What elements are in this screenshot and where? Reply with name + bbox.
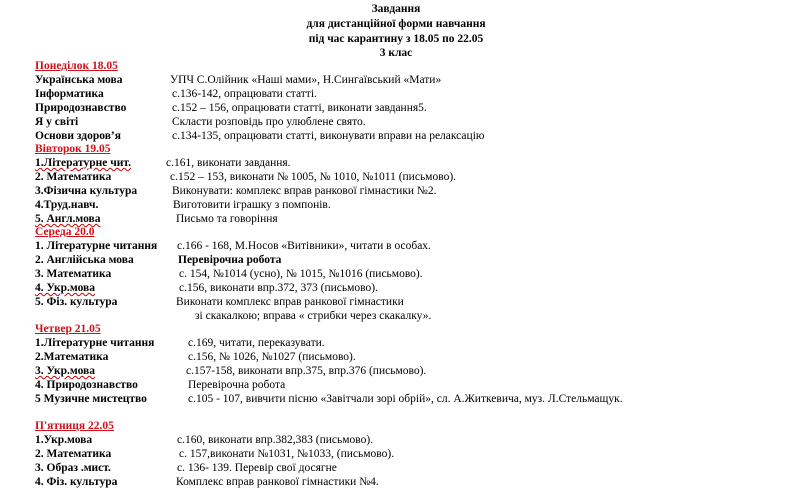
subject-label: 2. Математика [35, 448, 112, 460]
task-text: с.136-142, опрацювати статті. [172, 88, 317, 100]
task-text: Перевірочна робота [178, 254, 282, 266]
day-heading-friday: П'ятниця 22.05 [35, 420, 114, 432]
task-text: Виготовити іграшку з помпонів. [173, 199, 331, 211]
day-heading-wednesday: Середа 20.0 [35, 226, 95, 238]
subject-label: 2.Математика [35, 351, 109, 363]
subject-label: 1.Літературне чит. [35, 157, 132, 169]
task-text: с.156, № 1026, №1027 (письмово). [188, 351, 356, 363]
subject-label: 5. Англ.мова [35, 213, 101, 225]
task-text: с.105 - 107, вивчити пісню «Завітчали зорі обрій», сл. А.Житкевича, муз. Л.Стельмащук. [188, 393, 623, 405]
subject-label: 1. Літературне читання [35, 240, 158, 252]
subject-label: 3. Образ .мист. [35, 462, 111, 474]
task-text: с.157-158, виконати впр.375, впр.376 (письмово). [186, 365, 427, 377]
task-text: УПЧ С.Олійник «Наші мами», Н.Сингаївський «Мати» [170, 74, 442, 86]
task-text: Виконувати: комплекс вправ ранкової гімнастики №2. [172, 185, 437, 197]
task-text: с.156, виконати впр.372, 373 (письмово). [179, 282, 378, 294]
subject-label: 3.Фізична культура [35, 185, 138, 197]
subject-label: Природознавство [35, 102, 127, 114]
task-text: с. 157,виконати №1031, №1033, (письмово). [179, 448, 395, 460]
task-text: с. 136- 139. Перевір свої досягне [177, 462, 337, 474]
subject-label: Українська мова [35, 74, 123, 86]
subject-label: 2. Математика [35, 171, 112, 183]
task-text: с.160, виконати впр.382,383 (письмово). [177, 434, 374, 446]
subject-label: 5. Фіз. культура [35, 296, 118, 308]
subject-label: 4. Природознавство [35, 379, 138, 391]
doc-title: Завдання [371, 3, 421, 15]
day-heading-monday: Понеділок 18.05 [35, 60, 118, 72]
task-text: с.152 – 153, виконати № 1005, № 1010, №1011 (письмово). [170, 171, 457, 183]
subject-label: 3. Математика [35, 268, 112, 280]
subject-label: Основи здоров’я [35, 130, 121, 142]
task-text: Виконати комплекс вправ ранкової гімнастики [176, 296, 404, 308]
task-text: с.134-135, опрацювати статті, виконувати вправи на релаксацію [172, 130, 485, 142]
day-heading-tuesday: Вівторок 19.05 [35, 143, 111, 155]
task-text: с.152 – 156, опрацювати статті, виконати завдання5. [172, 102, 427, 114]
task-text: Комплекс вправ ранкової гімнастики №4. [176, 476, 379, 488]
subject-label: 1.Укр.мова [35, 434, 93, 446]
doc-grade: 3 клас [379, 47, 413, 59]
task-text: с. 154, №1014 (усно), № 1015, №1016 (письмово). [179, 268, 423, 280]
subject-label: 4.Труд.навч. [35, 199, 99, 211]
task-text: Письмо та говоріння [176, 213, 278, 225]
task-text: Скласти розповідь про улюблене свято. [172, 116, 366, 128]
subject-label: 3. Укр.мова [35, 365, 95, 377]
doc-subtitle: для дистанційної форми навчання [306, 18, 486, 30]
subject-label: Інформатика [35, 88, 104, 100]
subject-label: 2. Англійська мова [35, 254, 134, 266]
subject-label: 1.Літературне читання [35, 337, 155, 349]
subject-label: 4. Фіз. культура [35, 476, 118, 488]
task-text: с.161, виконати завдання. [166, 157, 291, 169]
subject-label: 5 Музичне мистецтво [35, 393, 147, 405]
doc-period: під час карантину з 18.05 по 22.05 [308, 33, 484, 45]
task-text: Перевірочна робота [188, 379, 286, 391]
task-text: с.169, читати, переказувати. [188, 337, 325, 349]
task-text: зі скакалкою; вправа « стрибки через скакалку». [195, 310, 432, 322]
task-text: с.166 - 168, М.Носов «Витівники», читати в особах. [177, 240, 431, 252]
day-heading-thursday: Четвер 21.05 [35, 323, 101, 335]
subject-label: 4. Укр.мова [35, 282, 95, 294]
subject-label: Я у світі [35, 116, 79, 128]
